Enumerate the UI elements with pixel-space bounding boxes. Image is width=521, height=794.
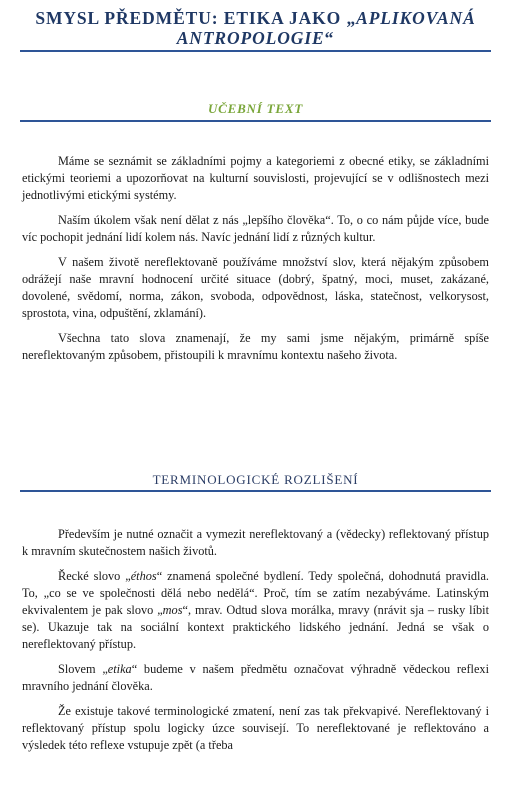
section-rule-ucebni-text [20,120,491,122]
section-rule-terminologicke-rozliseni [20,490,491,492]
paragraph: Že existuje takové terminologické zmatení, není zas tak překvapivé. Nereflektovaný i reflektovaný přístup spolu logicky úzce souvisejí. To nereflektované je reflektováno a výsledek této reflexe vstupuje zpět (a třeba [22,704,489,752]
title-line1: SMYSL PŘEDMĚTU: ETIKA JAKO „ [35,8,357,28]
paragraph: Naším úkolem však není dělat z nás „lepšího člověka“. To, o co nám půjde více, bude víc pochopit jednání lidí kolem nás. Navíc jednání lidí z různých kultur. [22,213,489,244]
title-line1-italic: APLIKOVANÁ [356,8,476,28]
section-body-terminologicke-rozliseni [22,526,489,762]
paragraph: Řecké slovo „éthos“ znamená společné bydlení. Tedy společná, dohodnutá pravidla. To, „co se ve společnosti dělá nebo nedělá“. Proč, tím se zatím nezabýváme. Latinským ekvivalentem je pak slovo „mos“, mrav. Odtud slova morálka, mravy (nrávit sja – rusky líbit se). Ukazuje tak na sociální kontext praktického lidského jednání. Jedná se však o nereflektovaný přístup. [22,569,489,651]
section-heading-ucebni-text: UČEBNÍ TEXT [207,101,304,116]
paragraph: V našem životě nereflektovaně používáme množství slov, která nějakým způsobem odrážejí naše mravní hodnocení určité situace (dobrý, špatný, moci, muset, zakázané, dovolené, svědomí, norma, zákon, svoboda, odpovědnost, láska, statečnost, velkorysost, sprostota, vina, odpuštění, zklamání). [22,255,489,320]
paragraph: Slovem „etika“ budeme v našem předmětu označovat výhradně vědeckou reflexi mravního jednání člověka. [22,662,489,693]
paragraph: Především je nutné označit a vymezit nereflektovaný a (vědecky) reflektovaný přístup k mravním skutečnostem našich životů. [22,527,489,558]
title-line2-end: “ [324,28,335,48]
paragraph: Máme se seznámit se základními pojmy a kategoriemi z obecné etiky, se základními etickými teoriemi a upozorňovat na kulturní souvislosti, projevující se v odlišnostech mezi jednotlivými etickými systémy. [22,154,489,202]
section-heading-terminologicke-rozliseni: TERMINOLOGICKÉ ROZLIŠENÍ [152,472,359,487]
title-line2-italic: ANTROPOLOGIE [176,28,325,48]
document-title [20,8,491,48]
paragraph: Všechna tato slova znamenají, že my sami jsme nějakým, primárně spíše nereflektovaným způsobem, přistoupili k mravnímu kontextu našeho života. [22,331,489,362]
section-body-ucebni-text [22,153,489,372]
title-rule [20,50,491,52]
